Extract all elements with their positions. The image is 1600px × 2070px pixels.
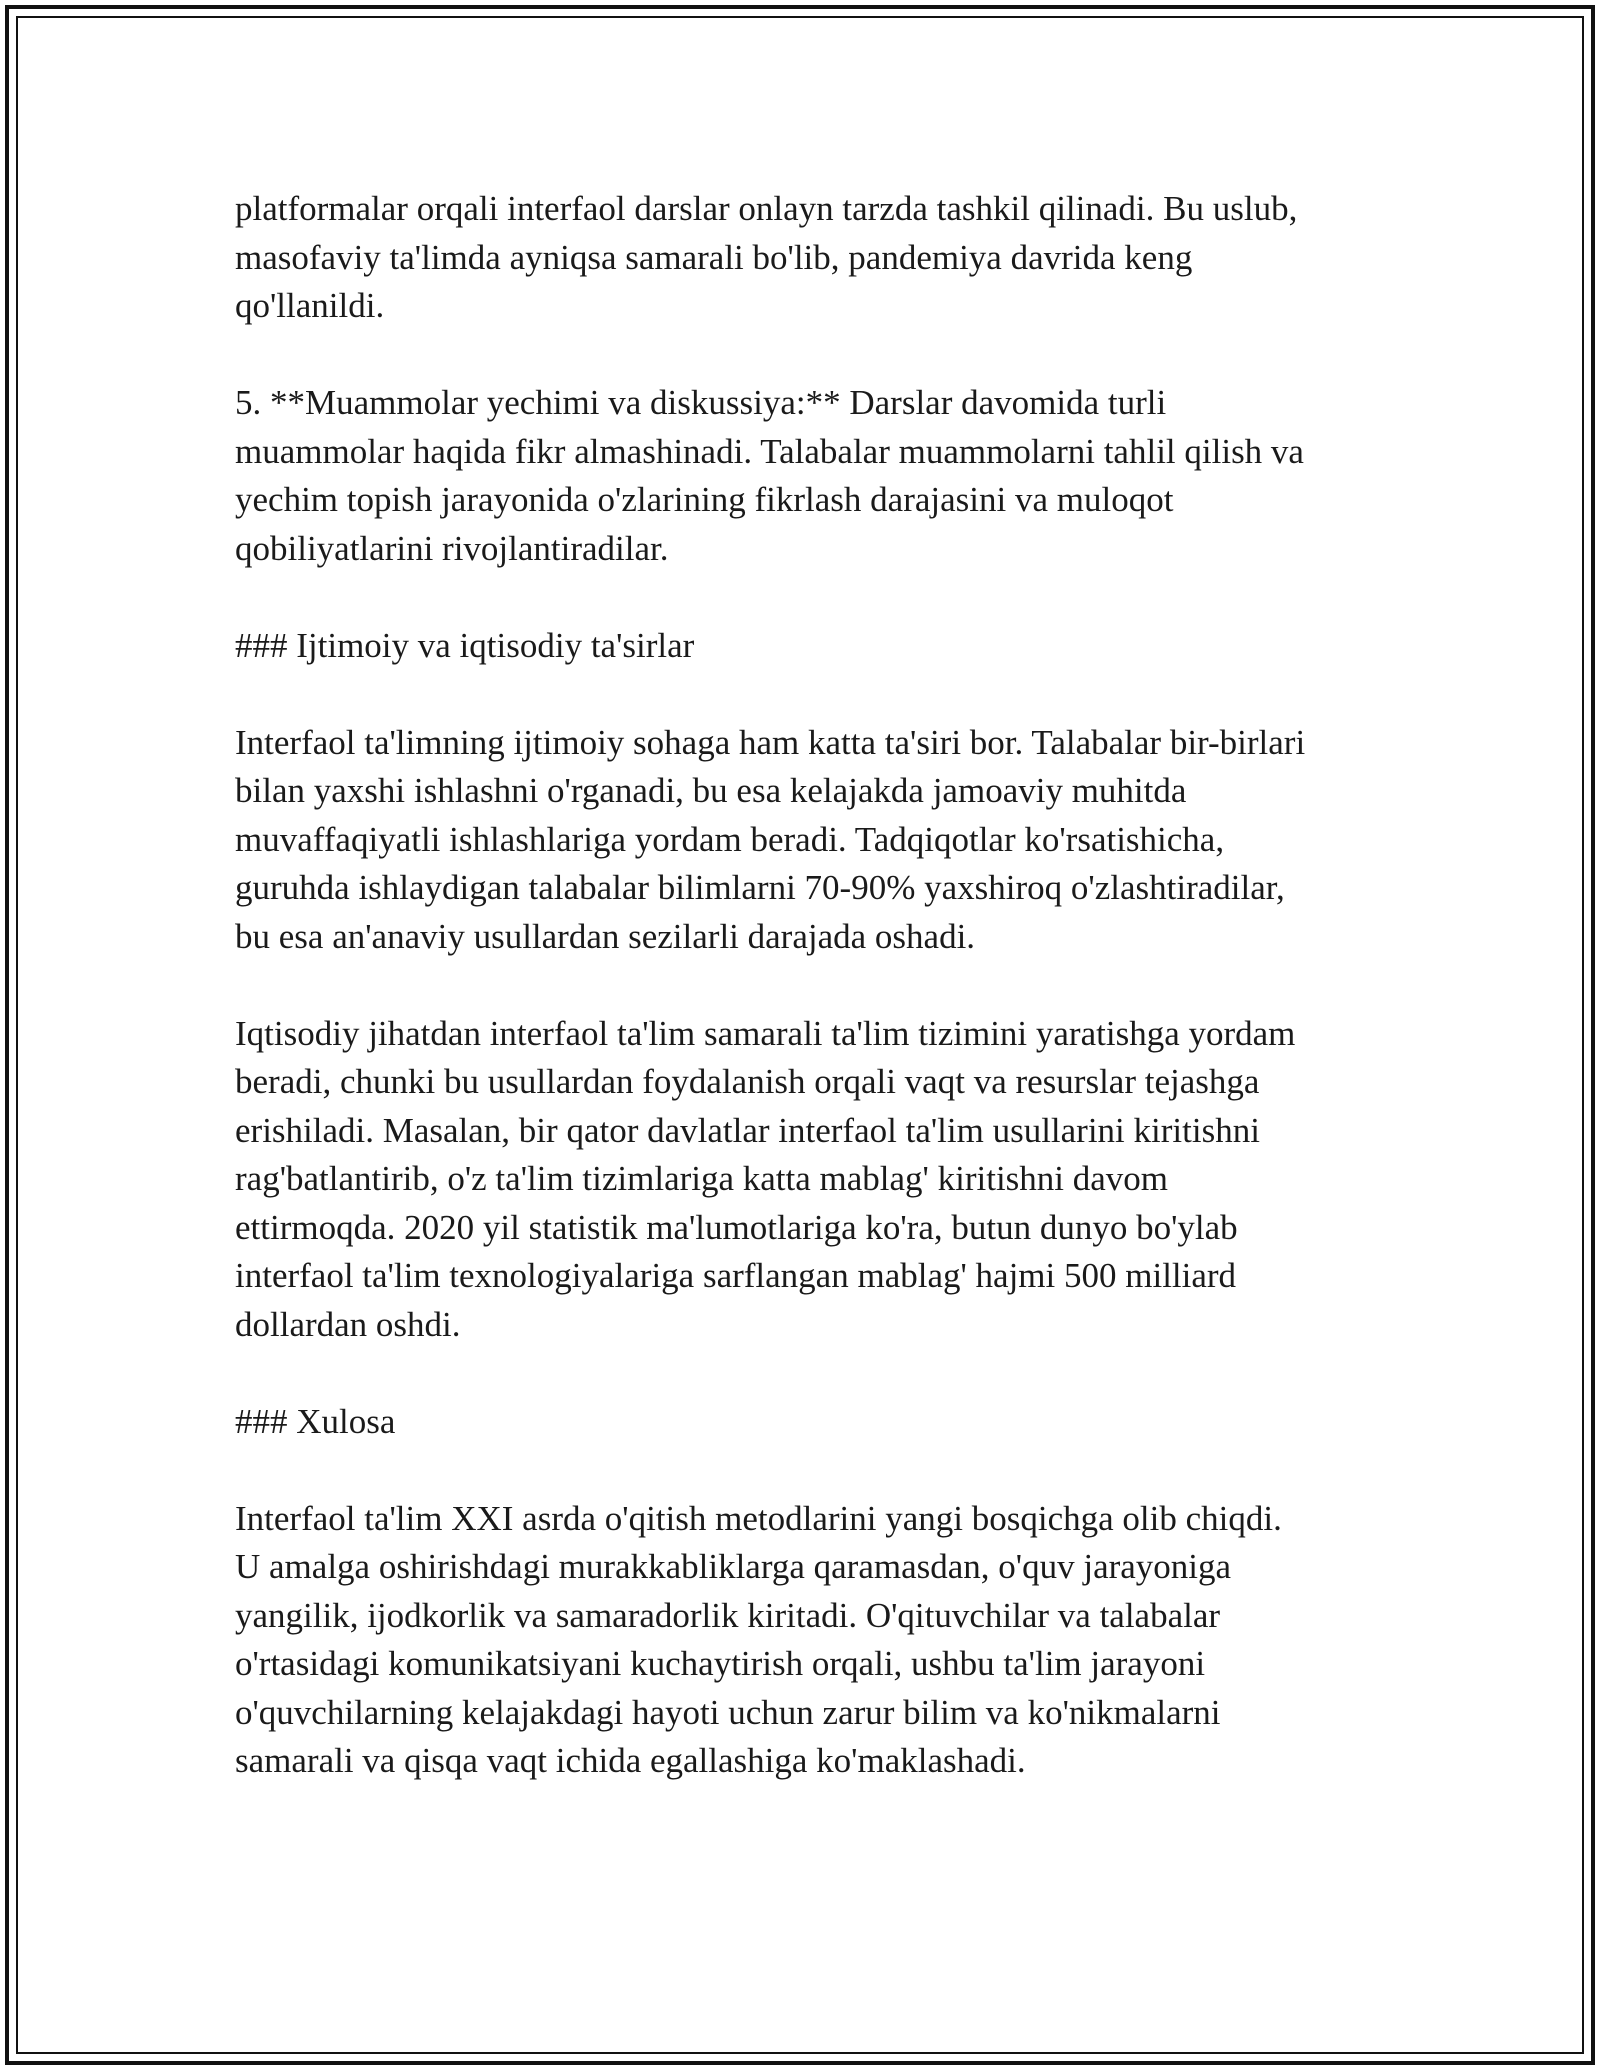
text-line: guruhda ishlaydigan talabalar bilimlarni 70-90% yaxshiroq o'zlashtiradilar, <box>235 868 1285 907</box>
text-line: o'rtasidagi komunikatsiyani kuchaytirish orqali, ushbu ta'lim jarayoni <box>235 1644 1206 1683</box>
text-line: masofaviy ta'limda ayniqsa samarali bo'lib, pandemiya davrida keng <box>235 237 1193 277</box>
text-line: qobiliyatlarini rivojlantiradilar. <box>235 528 669 568</box>
text-line: qo'llanildi. <box>235 286 385 325</box>
paragraph-conclusion <box>235 1495 1375 1786</box>
paragraph-economic-impact <box>235 1010 1375 1350</box>
text-line: o'quvchilarning kelajakdagi hayoti uchun zarur bilim va ko'nikmalarni <box>235 1692 1221 1732</box>
text-line: muammolar haqida fikr almashinadi. Talabalar muammolarni tahlil qilish va <box>235 431 1304 471</box>
text-line: yechim topish jarayonida o'zlarining fikrlash darajasini va muloqot <box>235 480 1174 519</box>
text-line: ettirmoqda. 2020 yil statistik ma'lumotlariga ko'ra, butun dunyo bo'ylab <box>235 1207 1238 1247</box>
text-line: bu esa an'anaviy usullardan sezilarli darajada oshadi. <box>235 916 976 956</box>
text-line: Iqtisodiy jihatdan interfaol ta'lim samarali ta'lim tizimini yaratishga yordam <box>235 1013 1296 1053</box>
text-line: Interfaol ta'lim XXI asrda o'qitish metodlarini yangi bosqichga olib chiqdi. <box>235 1498 1282 1538</box>
paragraph-platforms <box>235 185 1375 331</box>
section-heading-conclusion <box>235 1398 1375 1447</box>
text-line: dollardan oshdi. <box>235 1304 461 1344</box>
section-heading-social-economic <box>235 622 1375 671</box>
heading-text: ### Ijtimoiy va iqtisodiy ta'sirlar <box>235 625 695 665</box>
heading-text: ### Xulosa <box>235 1401 396 1441</box>
text-line: Interfaol ta'limning ijtimoiy sohaga ham katta ta'siri bor. Talabalar bir-birlari <box>235 722 1306 762</box>
text-line: beradi, chunki bu usullardan foydalanish orqali vaqt va resurslar tejashga <box>235 1062 1260 1101</box>
paragraph-social-impact <box>235 719 1375 962</box>
text-line: U amalga oshirishdagi murakkabliklarga qaramasdan, o'quv jarayoniga <box>235 1547 1232 1586</box>
text-line: erishiladi. Masalan, bir qator davlatlar interfaol ta'lim usullarini kiritishni <box>235 1110 1260 1150</box>
text-line: platformalar orqali interfaol darslar onlayn tarzda tashkil qilinadi. Bu uslub, <box>235 189 1298 228</box>
list-item-problem-solving <box>235 379 1375 573</box>
text-line: 5. **Muammolar yechimi va diskussiya:** Darslar davomida turli <box>235 383 1167 422</box>
text-line: rag'batlantirib, o'z ta'lim tizimlariga katta mablag' kiritishni davom <box>235 1159 1169 1198</box>
text-line: muvaffaqiyatli ishlashlariga yordam beradi. Tadqiqotlar ko'rsatishicha, <box>235 819 1225 859</box>
document-body <box>235 185 1375 1834</box>
text-line: bilan yaxshi ishlashni o'rganadi, bu esa kelajakda jamoaviy muhitda <box>235 771 1187 810</box>
text-line: samarali va qisqa vaqt ichida egallashiga ko'maklashadi. <box>235 1741 1026 1780</box>
text-line: interfaol ta'lim texnologiyalariga sarflangan mablag' hajmi 500 milliard <box>235 1256 1237 1295</box>
text-line: yangilik, ijodkorlik va samaradorlik kiritadi. O'qituvchilar va talabalar <box>235 1595 1221 1635</box>
